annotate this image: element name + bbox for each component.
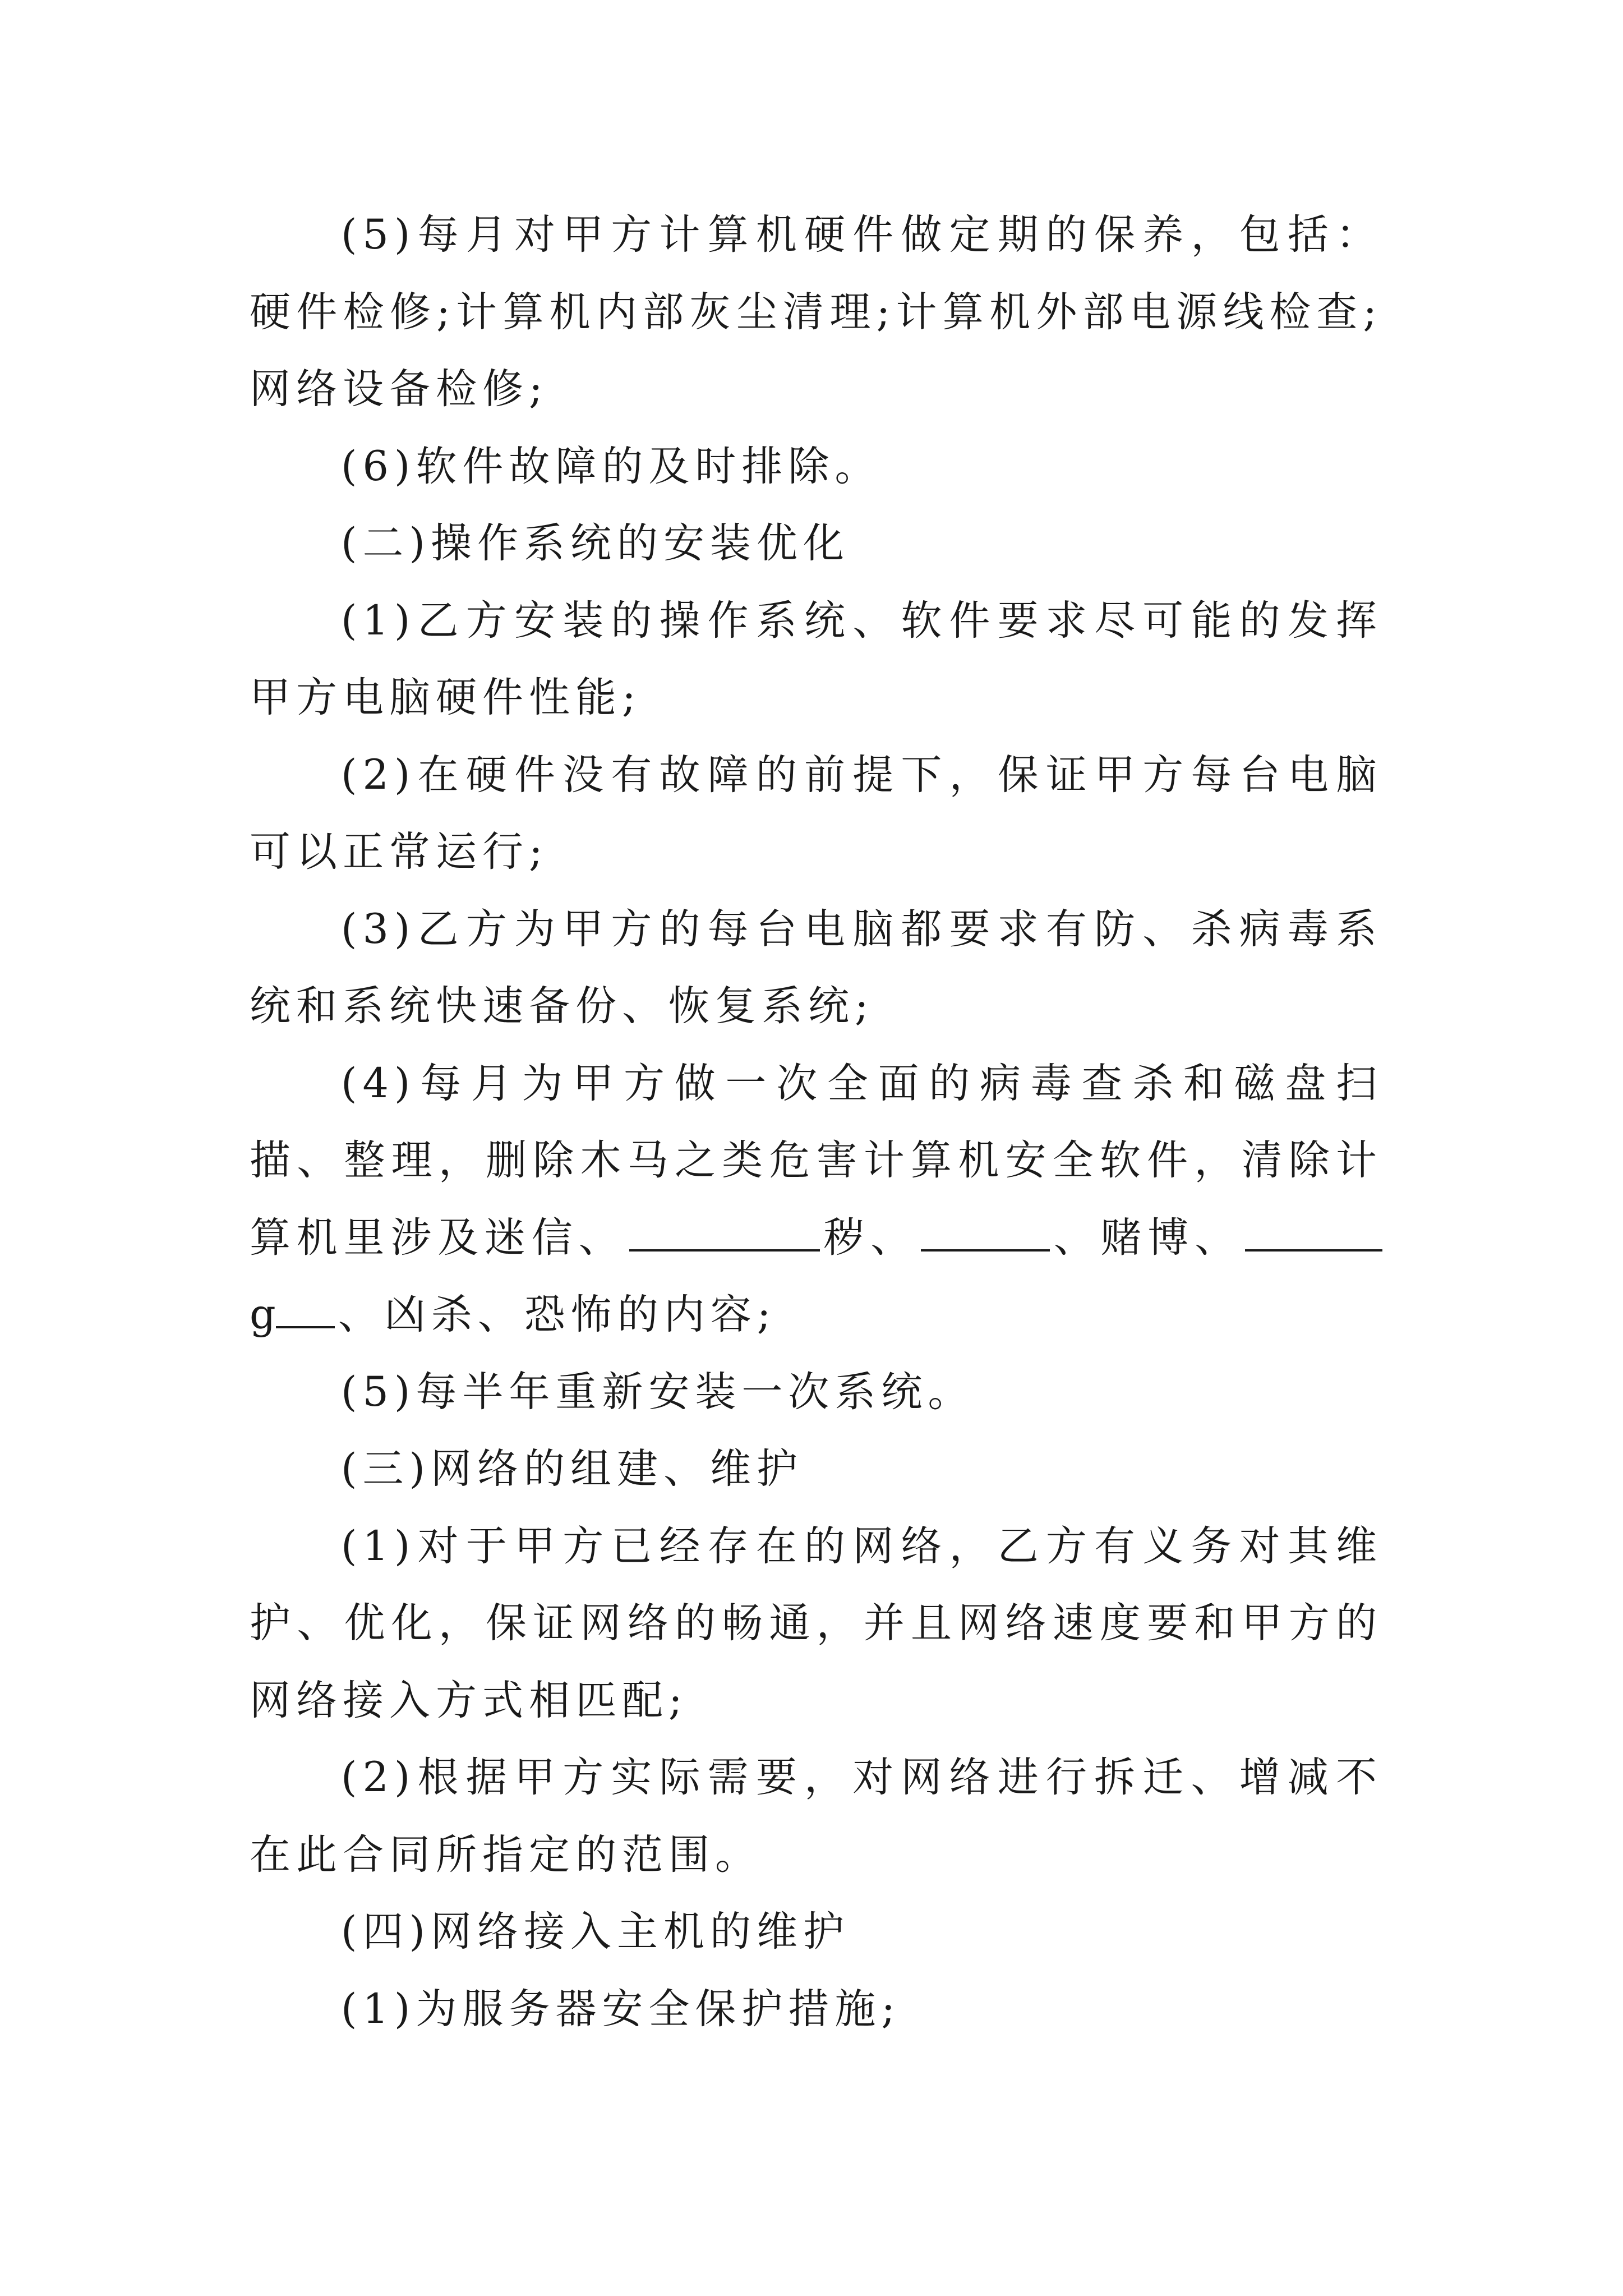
- paragraph-virus-scan-letter: g: [250, 1291, 276, 1338]
- paragraph-server-security: (1)为服务器安全保护措施;: [341, 1985, 901, 2033]
- paragraph-virus-scan: [250, 1045, 1382, 1354]
- paragraph-virus-scan-text-after: 、凶杀、恐怖的内容;: [338, 1291, 777, 1338]
- paragraph-network-relocation: (2)根据甲方实际需要，对网络进行拆迁、增减不在此合同所指定的范围。: [250, 1754, 1382, 1879]
- paragraph-virus-scan-text-before: (4)每月为甲方做一次全面的病毒查杀和磁盘扫描、整理，删除木马之类危害计算机安全软件，清除计算机里涉及迷信、: [250, 1059, 1382, 1262]
- paragraph-network-maintenance: (1)对于甲方已经存在的网络，乙方有义务对其维护、优化，保证网络的畅通，并且网络速度要和甲方的网络接入方式相匹配;: [250, 1522, 1382, 1724]
- paragraph-os-install: (1)乙方安装的操作系统、软件要求尽可能的发挥甲方电脑硬件性能;: [250, 596, 1382, 721]
- document-body: [250, 196, 1382, 2047]
- blank-line-4: [276, 1292, 335, 1328]
- section-heading-host: (四)网络接入主机的维护: [341, 1908, 850, 1955]
- blank-line-1: [629, 1216, 820, 1251]
- paragraph-antivirus: (3)乙方为甲方的每台电脑都要求有防、杀病毒系统和系统快速备份、恢复系统;: [250, 905, 1382, 1030]
- section-heading-os: (二)操作系统的安装优化: [341, 519, 850, 567]
- paragraph-virus-scan-mid-2: 、赌博、: [1053, 1213, 1242, 1262]
- paragraph-virus-scan-mid-1: 秽、: [823, 1213, 917, 1262]
- section-heading-network: (三)网络的组建、维护: [341, 1445, 803, 1493]
- paragraph-normal-operation: (2)在硬件没有故障的前提下，保证甲方每台电脑可以正常运行;: [250, 751, 1382, 876]
- paragraph-hardware-maintenance: (5)每月对甲方计算机硬件做定期的保养，包括：硬件检修;计算机内部灰尘清理;计算机外部电源线检查;网络设备检修;: [250, 211, 1382, 413]
- paragraph-reinstall: (5)每半年重新安装一次系统。: [341, 1368, 975, 1416]
- blank-line-3: [1245, 1216, 1382, 1251]
- paragraph-software-fault: (6)软件故障的及时排除。: [341, 442, 882, 490]
- blank-line-2: [921, 1216, 1050, 1251]
